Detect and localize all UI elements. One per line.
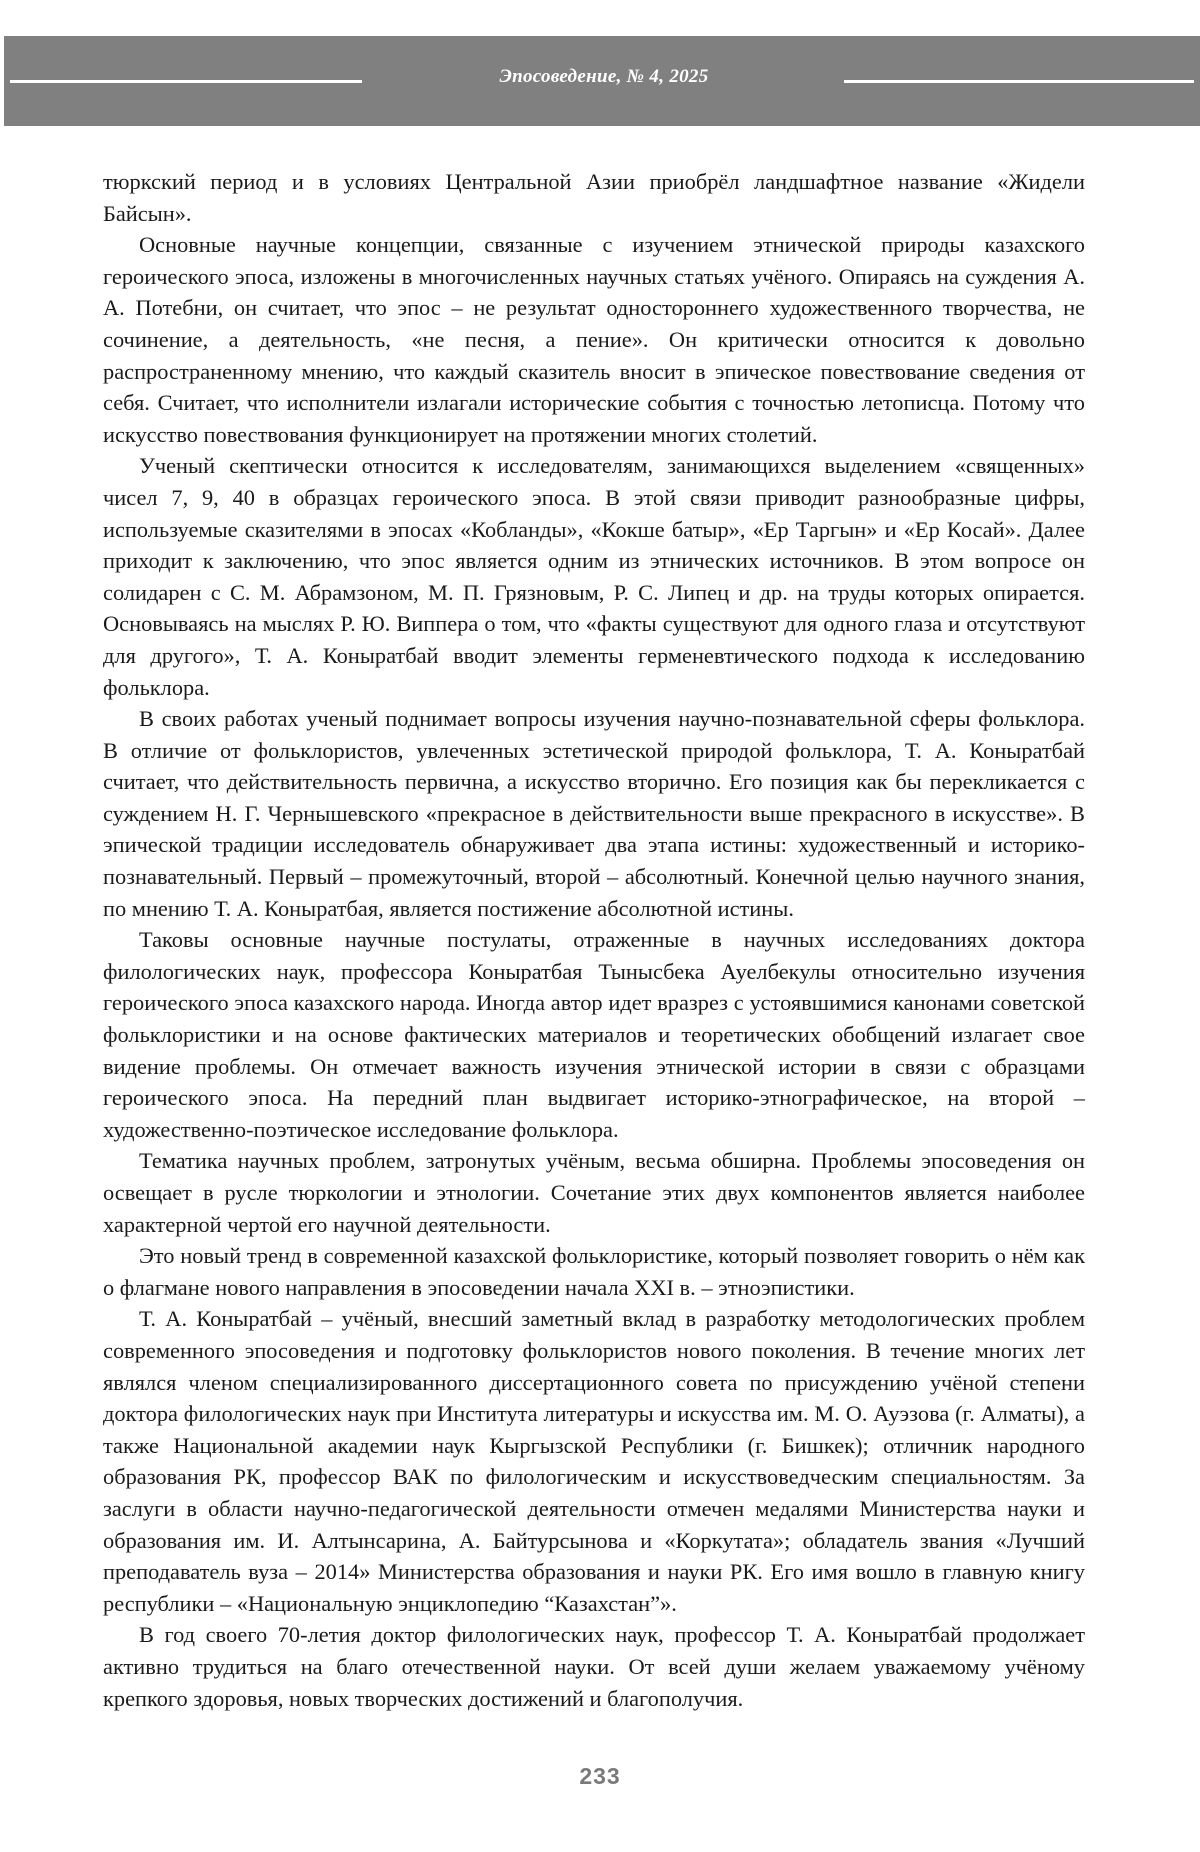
paragraph-5: Таковы основные научные постулаты, отраженные в научных исследованиях доктора филологических наук, профессора Коныратбая Тынысбека Ауелбекулы относительно изучения героического эпоса казахского народа. Иногда автор идет вразрез с устоявшимися канонами советской фольклористики и на основе фактических материалов и теоретических обобщений излагает свое видение проблемы. Он отмечает важность изучения этнической истории в связи с образцами героического эпоса. На передний план выдвигает историко-этнографическое, на второй – художественно-поэтическое исследование фольклора. bbox=[103, 927, 1085, 1142]
paragraph-1: тюркский период и в условиях Центральной Азии приобрёл ландшафтное название «Жидели Байсын». bbox=[103, 169, 1085, 226]
paragraph-9: В год своего 70-летия доктор филологических наук, профессор Т. А. Коныратбай продолжает активно трудиться на благо отечественной науки. От всей души желаем уважаемому учёному крепкого здоровья, новых творческих достижений и благополучия. bbox=[103, 1622, 1085, 1711]
paragraph-3: Ученый скептически относится к исследователям, занимающихся выделением «священных» чисел 7, 9, 40 в образцах героического эпоса. В этой связи приводит разнообразные цифры, используемые сказителями в эпосах «Кобланды», «Кокше батыр», «Ер Таргын» и «Ер Косай». Далее приходит к заключению, что эпос является одним из этнических источников. В этом вопросе он солидарен с С. М. Абрамзоном, М. П. Грязновым, Р. С. Липец и др. на труды которых опирается. Основываясь на мыслях Р. Ю. Виппера о том, что «факты существуют для одного глаза и отсутствуют для другого», Т. А. Коныратбай вводит элементы герменевтического подхода к исследованию фольклора. bbox=[103, 453, 1085, 700]
journal-title: Эпосоведение, № 4, 2025 bbox=[499, 66, 709, 87]
paragraph-7: Это новый тренд в современной казахской фольклористике, который позволяет говорить о нём как о флагмане нового направления в эпосоведении начала XXI в. – этноэпистики. bbox=[103, 1243, 1085, 1300]
paragraph-4: В своих работах ученый поднимает вопросы изучения научно-познавательной сферы фольклора. В отличие от фольклористов, увлеченных эстетической природой фольклора, Т. А. Коныратбай считает, что действительность первична, а искусство вторично. Его позиция как бы перекликается с суждением Н. Г. Чернышевского «прекрасное в действительности выше прекрасного в искусстве». В эпической традиции исследователь обнаруживает два этапа истины: художественный и историко-познавательный. Первый – промежуточный, второй – абсолютный. Конечной целью научного знания, по мнению Т. А. Коныратбая, является постижение абсолютной истины. bbox=[103, 706, 1085, 921]
header-rule-right bbox=[844, 80, 1194, 83]
paragraph-2: Основные научные концепции, связанные с изучением этнической природы казахского героического эпоса, изложены в многочисленных научных статьях учёного. Опираясь на суждения А. А. Потебни, он считает, что эпос – не результат одностороннего художественного творчества, не сочинение, а деятельность, «не песня, а пение». Он критически относится к довольно распространенному мнению, что каждый сказитель вносит в эпическое повествование сведения от себя. Считает, что исполнители излагали исторические события с точностью летописца. Потому что искусство повествования функционирует на протяжении многих столетий. bbox=[103, 232, 1085, 447]
paragraph-8: Т. А. Коныратбай – учёный, внесший заметный вклад в разработку методологических проблем современного эпосоведения и подготовку фольклористов нового поколения. В течение многих лет являлся членом специализированного диссертационного совета по присуждению учёной степени доктора филологических наук при Института литературы и искусства им. М. О. Ауэзова (г. Алматы), а также Национальной академии наук Кыргызской Республики (г. Бишкек); отличник народного образования РК, профессор ВАК по филологическим и искусствоведческим специальностям. За заслуги в области научно-педагогической деятельности отмечен медалями Министерства науки и образования им. И. Алтынсарина, А. Байтурсынова и «Коркутата»; обладатель звания «Лучший преподаватель вуза – 2014» Министерства образования и науки РК. Его имя вошло в главную книгу республики – «Национальную энциклопедию “Казахстан”». bbox=[103, 1306, 1085, 1616]
running-header bbox=[4, 36, 1200, 126]
header-rule-left bbox=[10, 80, 362, 83]
article-body bbox=[103, 166, 1085, 1714]
page-number: 233 bbox=[579, 1763, 621, 1789]
paragraph-6: Тематика научных проблем, затронутых учёным, весьма обширна. Проблемы эпосоведения он освещает в русле тюркологии и этнологии. Сочетание этих двух компонентов является наиболее характерной чертой его научной деятельности. bbox=[103, 1148, 1085, 1237]
